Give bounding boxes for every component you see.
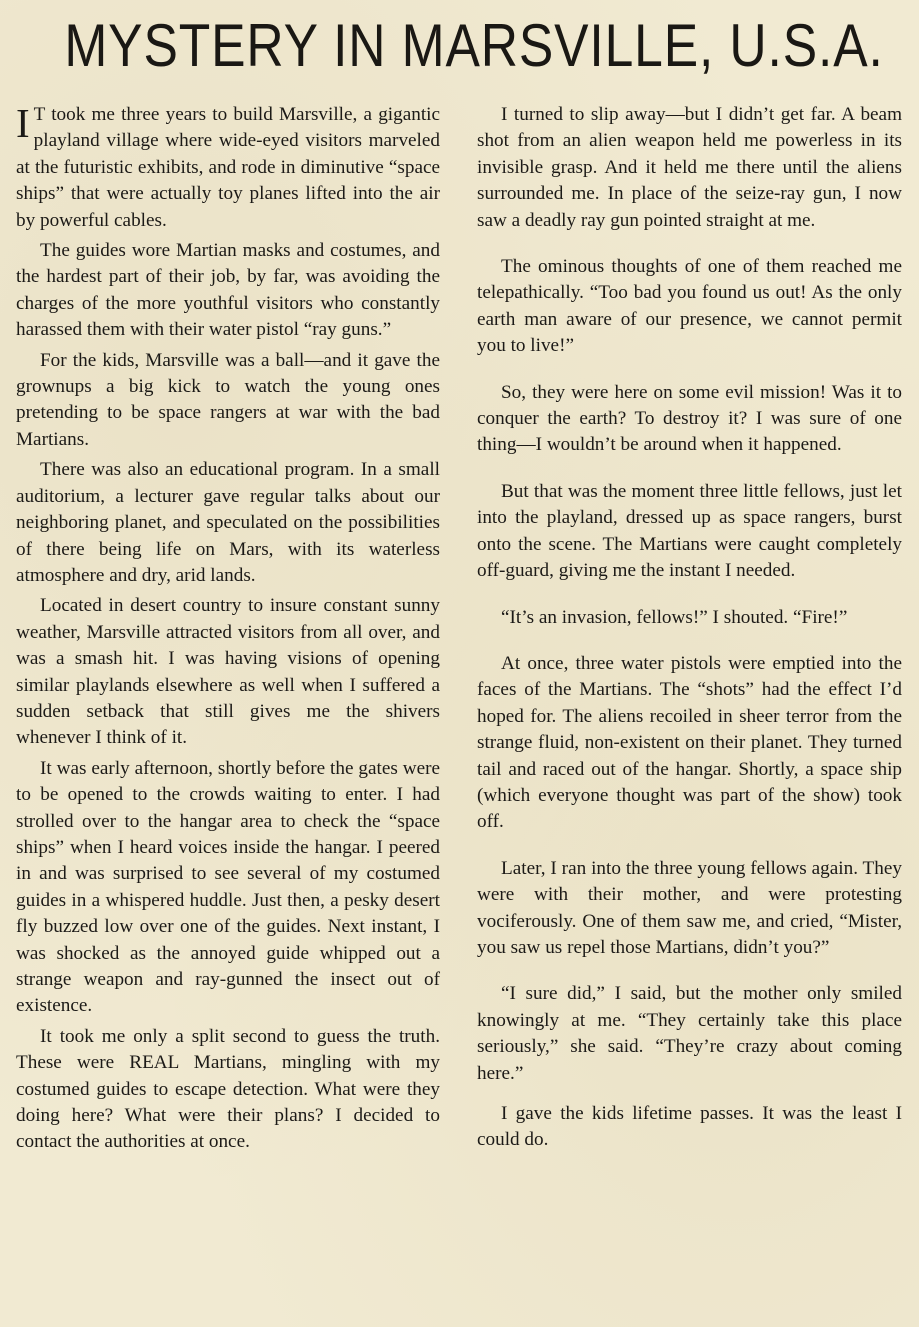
- paragraph: I turned to slip away—but I didn’t get far. A beam shot from an alien weapon held me powerless in its invisible grasp. And it held me there until the aliens surrounded me. In place of the seize-ray gun, I now saw a deadly ray gun pointed straight at me.: [477, 104, 902, 231]
- drop-cap: I: [16, 100, 30, 146]
- paragraph: The guides wore Martian masks and costumes, and the hardest part of their job, by far, was avoiding the charges of the more youthful visitors who constantly harassed them with their water pistol “ray guns.”: [16, 240, 440, 341]
- paragraph: I gave the kids lifetime passes. It was the least I could do.: [477, 1103, 902, 1151]
- left-column: [16, 102, 440, 1156]
- paragraph: It took me only a split second to guess the truth. These were REAL Martians, mingling with my costumed guides to escape detection. What were they doing here? What were their plans? I decided to contact the authorities at once.: [16, 1025, 440, 1153]
- paragraph: “I sure did,” I said, but the mother only smiled knowingly at me. “They certainly take this place seriously,” she said. “They’re crazy about coming here.”: [477, 983, 902, 1084]
- paragraph: [16, 102, 440, 234]
- paragraph: For the kids, Marsville was a ball—and it gave the grownups a big kick to watch the young ones pretending to be space rangers at war with the bad Martians.: [16, 349, 440, 450]
- paragraph: But that was the moment three little fellows, just let into the playland, dressed up as space rangers, burst onto the scene. The Martians were caught completely off-guard, giving me the instant I needed.: [477, 480, 902, 582]
- right-column: [477, 102, 902, 1154]
- paragraph: It was early afternoon, shortly before the gates were to be opened to the crowds waiting to enter. I had strolled over to the hangar area to check the “space ships” when I heard voices inside the hangar. I peered in and was surprised to see several of my costumed guides in a whispered huddle. Just then, a pesky desert fly buzzed low over one of the guides. Next instant, I was shocked as the annoyed guide whipped out a strange weapon and ray-gunned the insect out of existence.: [16, 757, 440, 1017]
- paragraph: So, they were here on some evil mission! Was it to conquer the earth? To destroy it? I was sure of one thing—I wouldn’t be around when it happened.: [477, 381, 902, 456]
- paragraph: Located in desert country to insure constant sunny weather, Marsville attracted visitors from all over, and was a smash hit. I was having visions of opening similar playlands elsewhere as well when I suffered a sudden setback that still gives me the shivers whenever I think of it.: [16, 595, 440, 749]
- story-title: MYSTERY IN MARSVILLE, U.S.A.: [64, 12, 884, 79]
- paragraph: The ominous thoughts of one of them reached me telepathically. “Too bad you found us out! As the only earth man aware of our presence, we cannot permit you to live!”: [477, 256, 902, 357]
- paragraph: “It’s an invasion, fellows!” I shouted. “Fire!”: [501, 606, 848, 628]
- paragraph: There was also an educational program. In a small auditorium, a lecturer gave regular talks about our neighboring planet, and speculated on the possibilities of there being life on Mars, with its waterless atmosphere and dry, arid lands.: [16, 459, 440, 586]
- paragraph: Later, I ran into the three young fellows again. They were with their mother, and were protesting vociferously. One of them saw me, and cried, “Mister, you saw us repel those Martians, didn’t you?”: [477, 857, 902, 958]
- paragraph-text: T took me three years to build Marsville, a gigantic playland village where wide-eyed visitors marveled at the futuristic exhibits, and rode in diminutive “space ships” that were actually toy planes lifted into the air by powerful cables.: [16, 104, 440, 231]
- paragraph: At once, three water pistols were emptied into the faces of the Martians. The “shots” had the effect I’d hoped for. The aliens recoiled in sheer terror from the strange fluid, non-existent on their planet. They turned tail and raced out of the hangar. Shortly, a space ship (which everyone thought was part of the show) took off.: [477, 652, 902, 833]
